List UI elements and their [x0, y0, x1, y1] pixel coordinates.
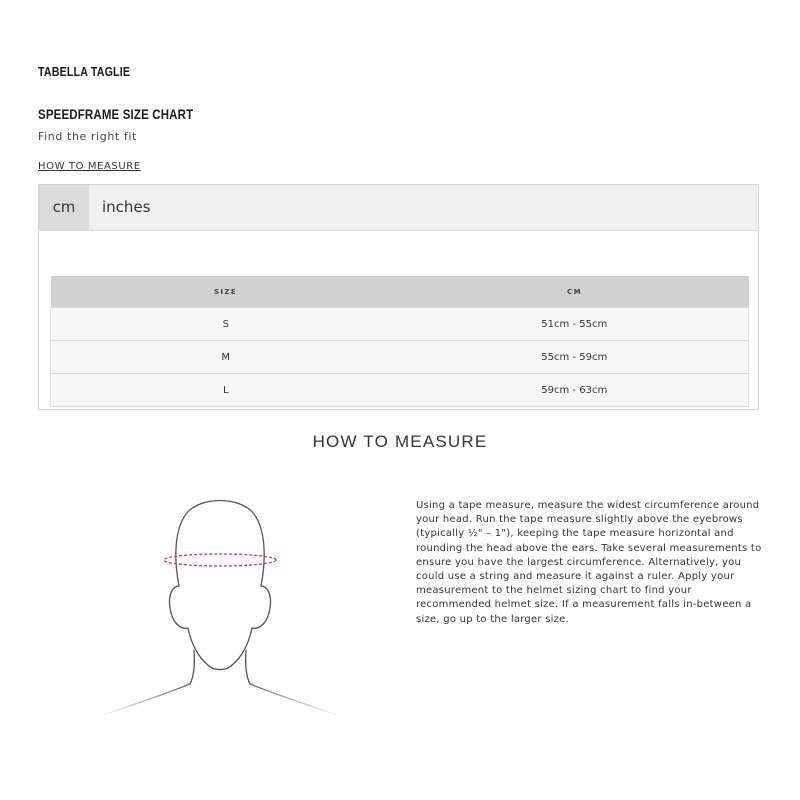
- size-cell: L: [51, 374, 401, 407]
- size-chart-panel: [38, 184, 759, 410]
- range-cell: 59cm - 63cm: [401, 374, 749, 407]
- table-row: [51, 374, 749, 407]
- subtitle: Find the right fit: [38, 130, 137, 143]
- page-title: TABELLA TAGLIE: [38, 64, 131, 79]
- column-header-size: SIZE: [51, 276, 401, 308]
- size-cell: M: [51, 341, 401, 374]
- table-row: [51, 308, 749, 341]
- range-cell: 55cm - 59cm: [401, 341, 749, 374]
- size-cell: S: [51, 308, 401, 341]
- unit-tab-inches[interactable]: inches: [102, 198, 151, 216]
- unit-tab-cm[interactable]: cm: [39, 185, 89, 230]
- measuring-instructions: Using a tape measure, measure the widest circumference around your head. Run the tape measure slightly above the eyebrows (typically ½" – 1"), keeping the tape measure horizontal and rounding the head above the ears. Take several measurements to ensure you have the largest circumference. Alternatively, you could use a string and measure it against a ruler. Apply your measurement to the helmet sizing chart to find your recommended helmet size. If a measurement falls in-between a size, go up to the larger size.: [416, 500, 762, 625]
- table-header-row: [51, 276, 749, 308]
- how-to-measure-heading: HOW TO MEASURE: [312, 432, 488, 451]
- chart-title: SPEEDFRAME SIZE CHART: [38, 106, 194, 122]
- how-to-measure-link[interactable]: HOW TO MEASURE: [38, 161, 141, 172]
- size-table: [50, 276, 749, 407]
- unit-toggle-bar: [39, 185, 758, 231]
- head-outline-with-tape-icon: [100, 480, 340, 740]
- range-cell: 51cm - 55cm: [401, 308, 749, 341]
- table-row: [51, 341, 749, 374]
- column-header-cm: CM: [401, 276, 749, 308]
